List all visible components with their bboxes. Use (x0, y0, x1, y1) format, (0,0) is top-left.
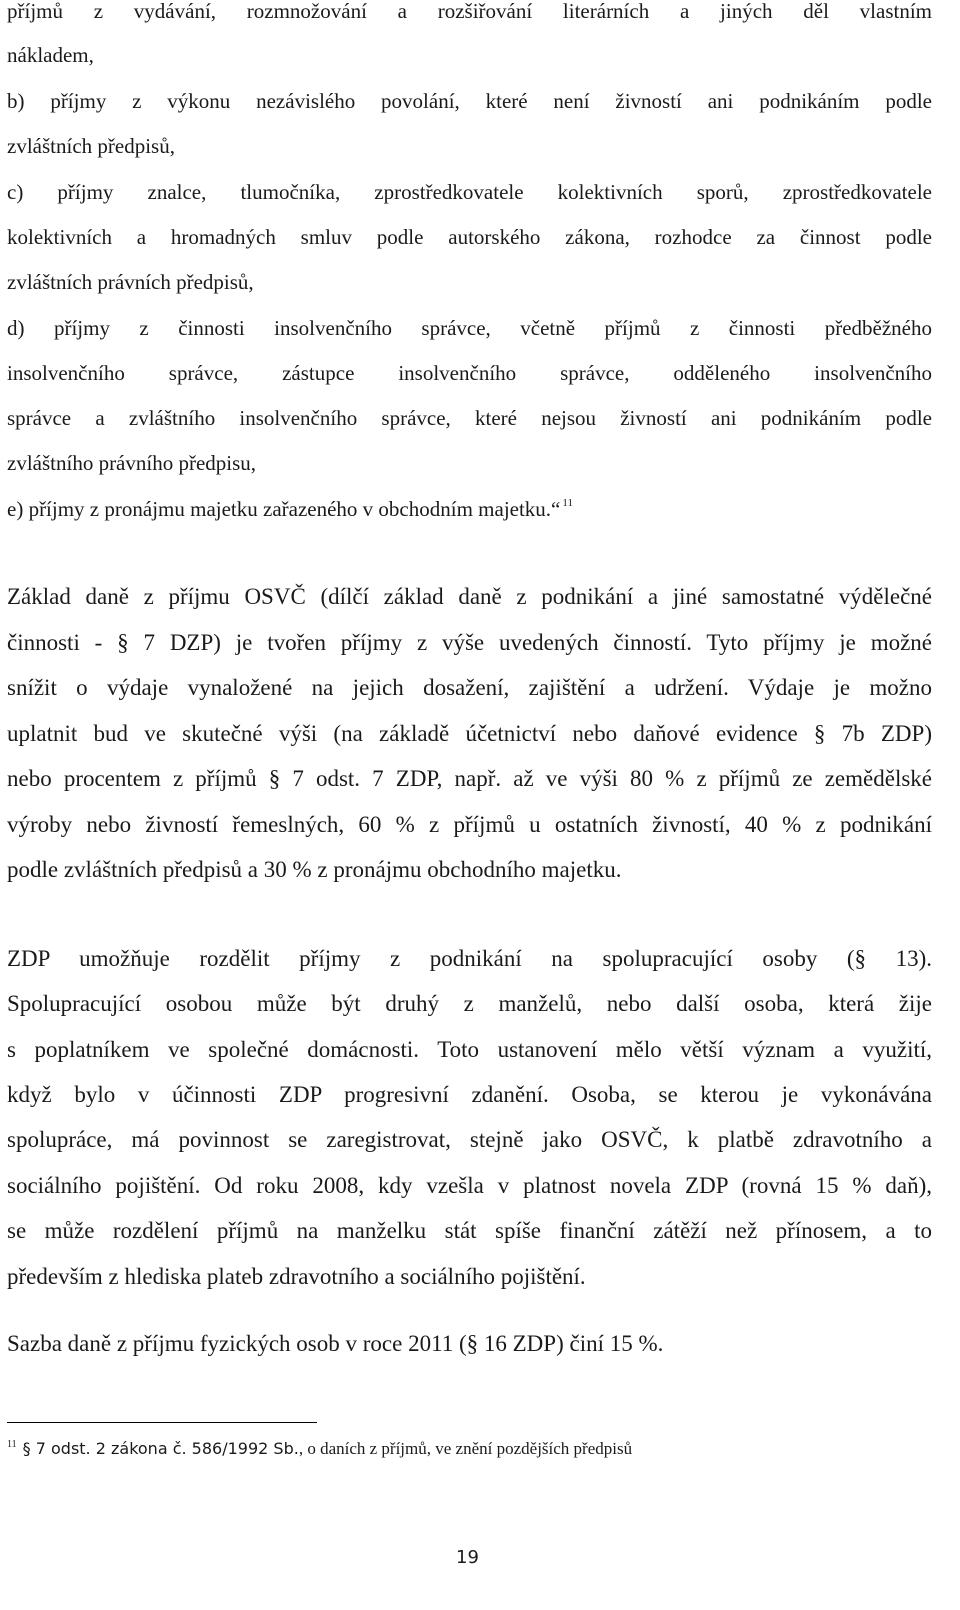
footnote-reference-law: § 7 odst. 2 zákona č. 586/1992 Sb. (22, 1439, 299, 1458)
paragraph-line: s poplatníkem ve společné domácnosti. Toto ustanovení mělo větší význam a využití, (7, 1037, 932, 1062)
paragraph-line: nebo procentem z příjmů § 7 odst. 7 ZDP, např. až ve výši 80 % z příjmů ze zemědělské (7, 766, 932, 791)
list-line: zvláštních právních předpisů, (7, 270, 254, 294)
list-line: příjmů z vydávání, rozmnožování a rozšiřování literárních a jiných děl vlastním (7, 0, 932, 23)
paragraph-line: především z hlediska plateb zdravotního a sociálního pojištění. (7, 1264, 586, 1289)
list-line: zvláštního právního předpisu, (7, 451, 257, 475)
paragraph-line: ZDP umožňuje rozdělit příjmy z podnikání na spolupracující osoby (§ 13). (7, 946, 932, 971)
list-line: správce a zvláštního insolvenčního správce, které nejsou živností ani podnikáním podle (7, 406, 932, 430)
paragraph-line: snížit o výdaje vynaložené na jejich dosažení, zajištění a udržení. Výdaje je možno (7, 675, 932, 700)
paragraph-line: uplatnit bud ve skutečné výši (na základě účetnictví nebo daňové evidence § 7b ZDP) (7, 721, 932, 746)
list-line: zvláštních předpisů, (7, 134, 175, 158)
footnote-text: , o daních z příjmů, ve znění pozdějších předpisů (298, 1439, 633, 1458)
paragraph-line: činnosti - § 7 DZP) je tvořen příjmy z výše uvedených činností. Tyto příjmy je možné (7, 630, 932, 655)
list-line: insolvenčního správce, zástupce insolvenčního správce, odděleného insolvenčního (7, 361, 932, 385)
paragraph-line: Sazba daně z příjmu fyzických osob v roce 2011 (§ 16 ZDP) činí 15 %. (7, 1331, 664, 1356)
footnote-separator (7, 1422, 317, 1423)
footnote-reference[interactable]: 11 (562, 497, 573, 509)
paragraph-line: podle zvláštních předpisů a 30 % z pronájmu obchodního majetku. (7, 857, 622, 882)
paragraph-line: když bylo v účinnosti ZDP progresivní zdanění. Osoba, se kterou je vykonávána (7, 1082, 932, 1107)
list-line: d) příjmy z činnosti insolvenčního správce, včetně příjmů z činnosti předběžného (7, 316, 932, 340)
list-line: kolektivních a hromadných smluv podle autorského zákona, rozhodce za činnost podle (7, 225, 932, 249)
paragraph-line: sociálního pojištění. Od roku 2008, kdy vzešla v platnost novela ZDP (rovná 15 % daň), (7, 1173, 932, 1198)
paragraph-line: Základ daně z příjmu OSVČ (dílčí základ daně z podnikání a jiné samostatné výdělečné (7, 584, 932, 609)
list-line: b) příjmy z výkonu nezávislého povolání, které není živností ani podnikáním podle (7, 89, 932, 113)
page-number: 19 (456, 1547, 479, 1568)
paragraph-line: výroby nebo živností řemeslných, 60 % z příjmů u ostatních živností, 40 % z podnikání (7, 812, 932, 837)
paragraph-line: se může rozdělení příjmů na manželku stát spíše finanční zátěží než přínosem, a to (7, 1218, 932, 1243)
footnote-number: 11 (7, 1439, 17, 1450)
list-line: nákladem, (7, 43, 94, 67)
paragraph-line: Spolupracující osobou může být druhý z manželů, nebo další osoba, která žije (7, 991, 932, 1016)
list-line: c) příjmy znalce, tlumočníka, zprostředkovatele kolektivních sporů, zprostředkovatele (7, 180, 932, 204)
list-line (7, 494, 932, 524)
paragraph-line: spolupráce, má povinnost se zaregistrovat, stejně jako OSVČ, k platbě zdravotního a (7, 1127, 932, 1152)
list-line-text: e) příjmy z pronájmu majetku zařazeného v obchodním majetku.“ (7, 497, 561, 521)
footnote (7, 1437, 907, 1461)
